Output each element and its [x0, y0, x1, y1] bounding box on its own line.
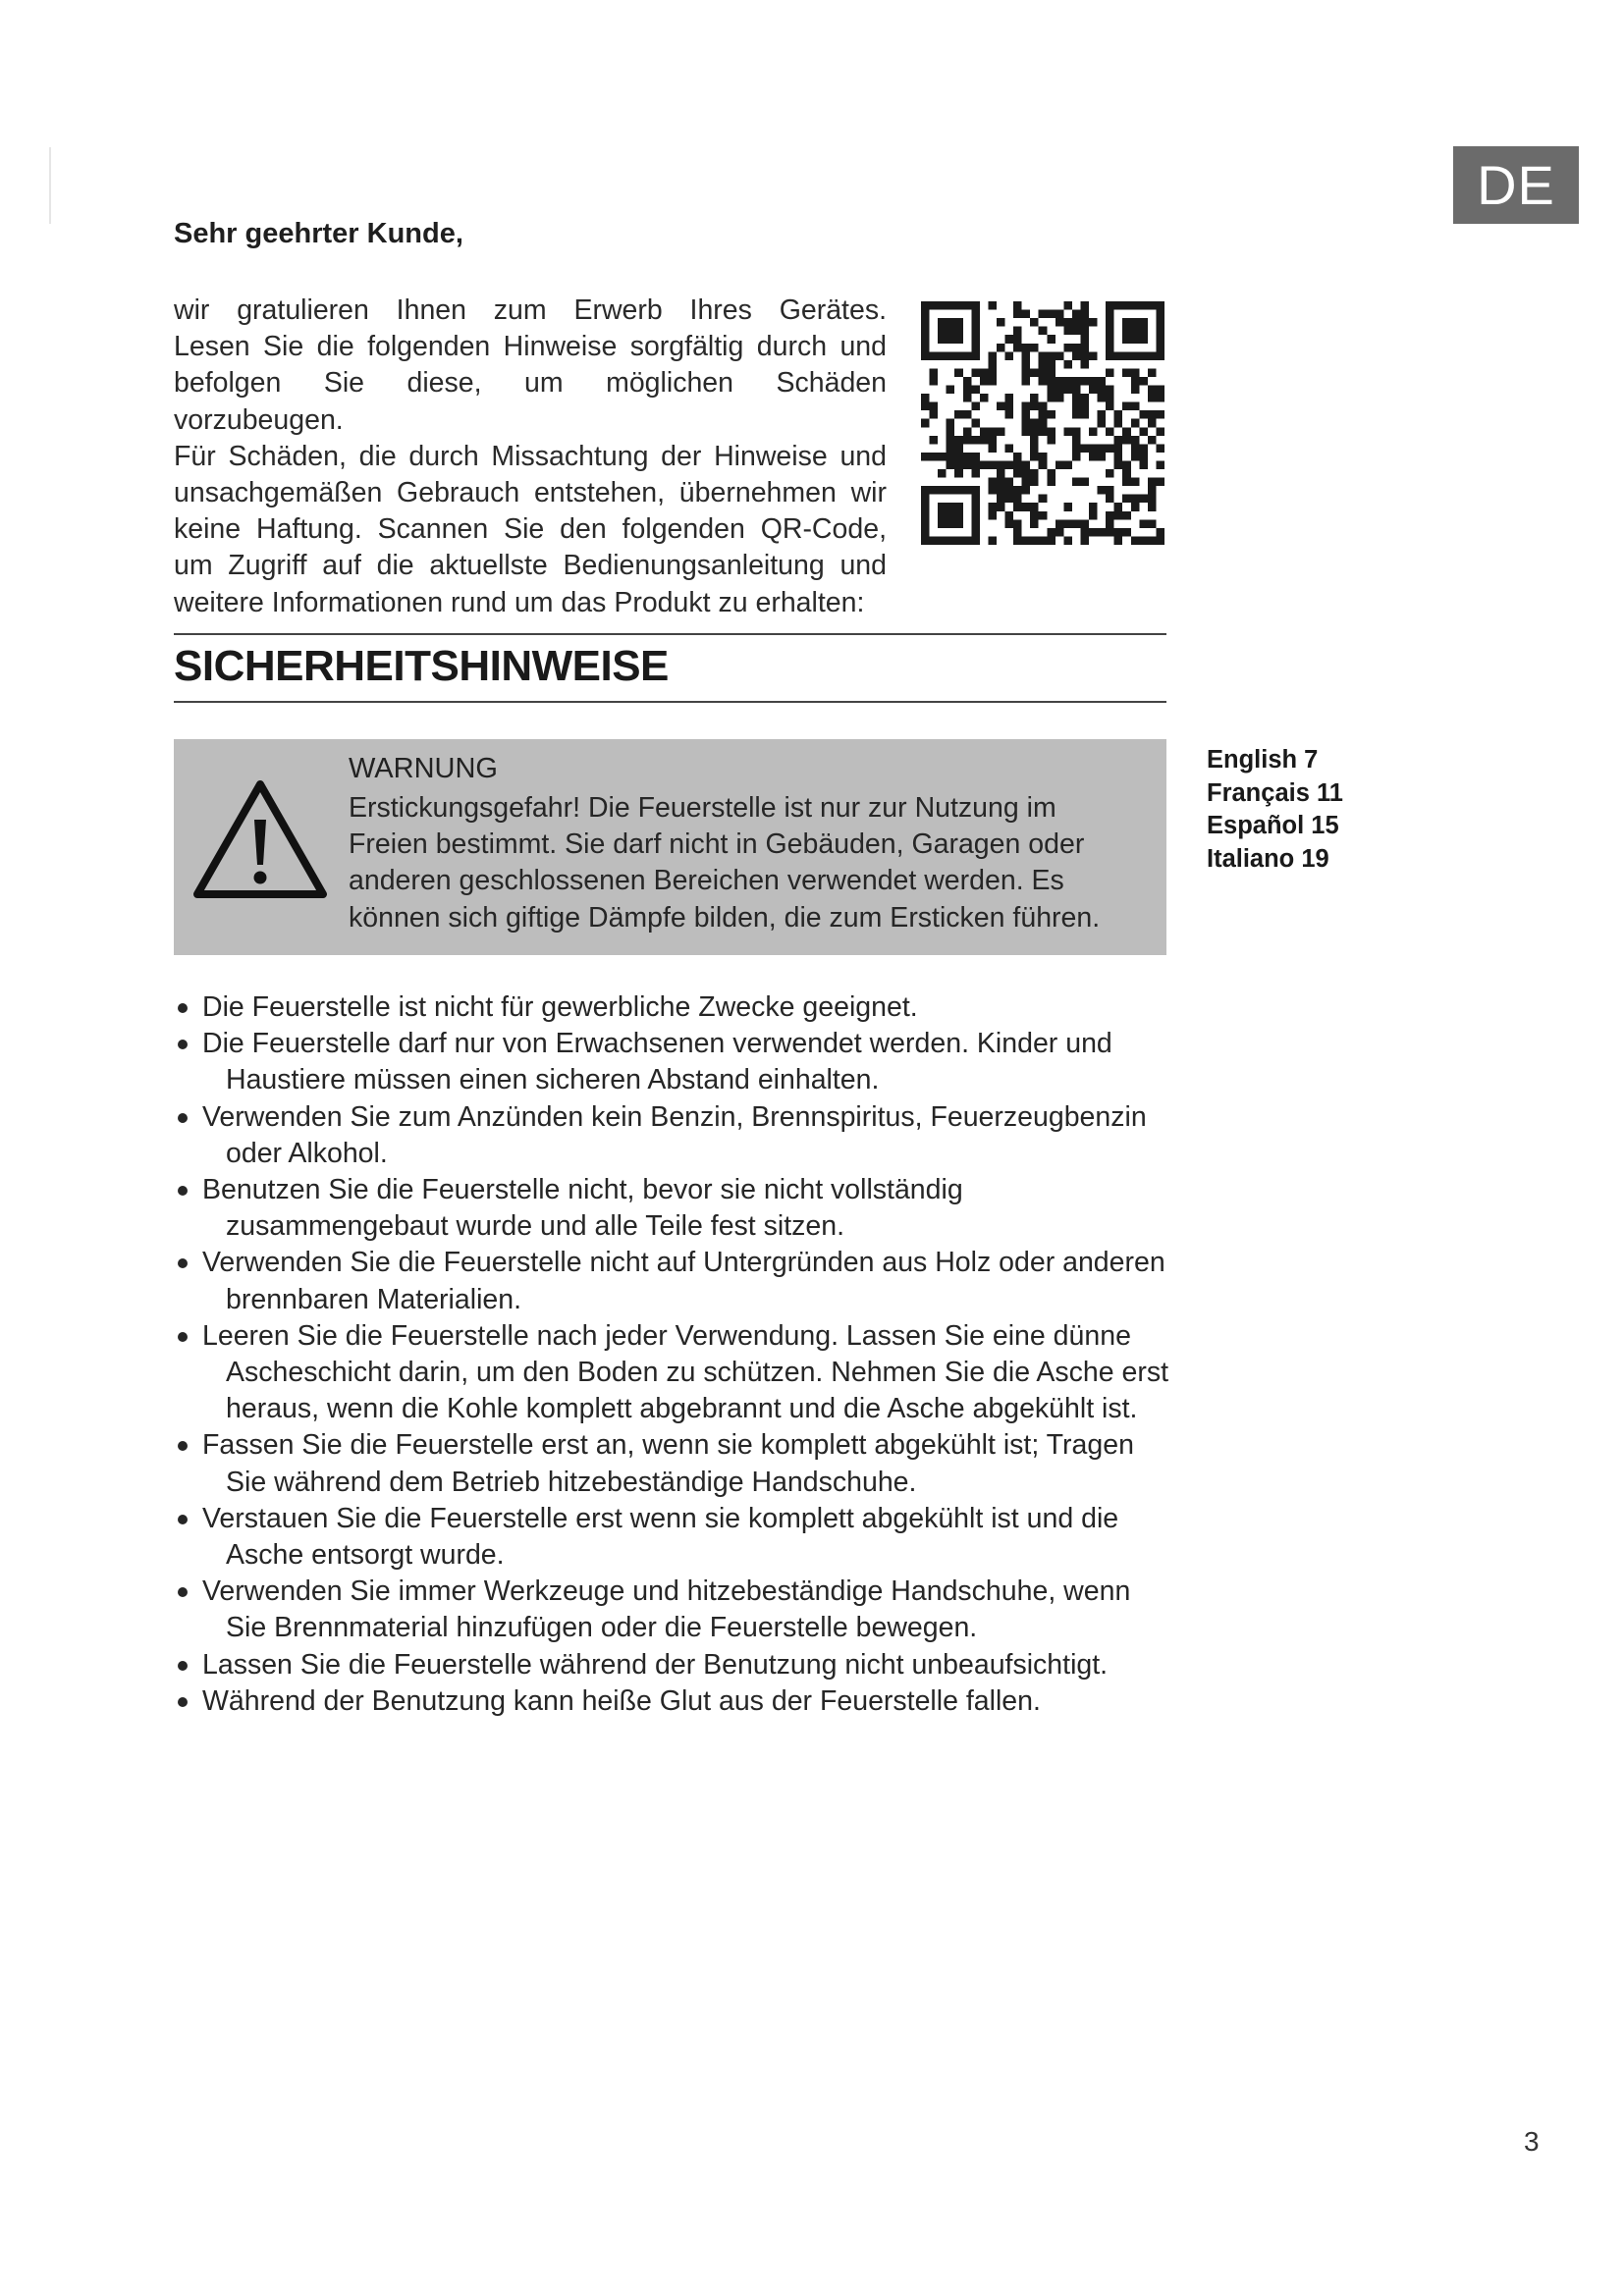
toc-item-espanol[interactable]: Español 15: [1207, 812, 1339, 839]
intro-line: keine Haftung. Scannen Sie den folgenden QR-Code,: [174, 513, 887, 546]
list-item: [174, 1172, 1175, 1245]
list-item-text: Leeren Sie die Feuerstelle nach jeder Verwendung. Lassen Sie eine dünne Ascheschicht darin, um den Boden zu schützen. Nehmen Sie die Asche erst heraus, wenn die Kohle komplett abgebrannt und die Asche abgekühlt ist.: [202, 1319, 1169, 1425]
page-number: 3: [1524, 2126, 1540, 2157]
list-item-text: Benutzen Sie die Feuerstelle nicht, bevor sie nicht vollständig zusammengebaut wurde und alle Teile fest sitzen.: [202, 1174, 963, 1243]
list-item-text: Verwenden Sie immer Werkzeuge und hitzebeständige Handschuhe, wenn Sie Brennmaterial hinzufügen oder die Feuerstelle bewegen.: [202, 1575, 1131, 1644]
intro-line: unsachgemäßen Gebrauch entstehen, übernehmen wir: [174, 477, 887, 509]
toc-item-italiano[interactable]: Italiano 19: [1207, 844, 1329, 873]
warning-line: Erstickungsgefahr! Die Feuerstelle ist nur zur Nutzung im: [349, 792, 1056, 824]
list-item-text: Verstauen Sie die Feuerstelle erst wenn sie komplett abgekühlt ist und die Asche entsorgt wurde.: [202, 1502, 1119, 1572]
section-title: SICHERHEITSHINWEISE: [174, 642, 669, 690]
list-item-text: Fassen Sie die Feuerstelle erst an, wenn sie komplett abgekühlt ist; Tragen Sie während dem Betrieb hitzebeständige Handschuhe.: [202, 1429, 1134, 1498]
toc-item-francais[interactable]: Français 11: [1207, 778, 1343, 807]
list-item-text: Die Feuerstelle darf nur von Erwachsenen verwendet werden. Kinder und Haustiere müssen einen sicheren Abstand einhalten.: [202, 1028, 1112, 1096]
warning-line: Freien bestimmt. Sie darf nicht in Gebäuden, Garagen oder: [349, 828, 1085, 861]
warning-box: [174, 739, 1166, 955]
list-item-text: Die Feuerstelle ist nicht für gewerbliche Zwecke geeignet.: [202, 991, 918, 1023]
intro-line: um Zugriff auf die aktuellste Bedienungsanleitung und: [174, 550, 887, 582]
list-item: [174, 1683, 1175, 1720]
salutation: Sehr geehrter Kunde,: [174, 218, 463, 249]
list-item: [174, 1501, 1175, 1574]
safety-list: [174, 989, 1175, 1720]
intro-line: weitere Informationen rund um das Produkt zu erhalten:: [174, 586, 865, 618]
list-item: [174, 1574, 1175, 1646]
section-divider-bottom: [174, 701, 1166, 703]
section-divider-top: [174, 633, 1166, 635]
list-item: [174, 1318, 1175, 1428]
list-item: [174, 1427, 1175, 1500]
intro-line: Lesen Sie die folgenden Hinweise sorgfältig durch und: [174, 331, 887, 363]
warning-title: WARNUNG: [349, 753, 498, 784]
language-tab: DE: [1453, 146, 1579, 224]
list-item-text: Während der Benutzung kann heiße Glut aus der Feuerstelle fallen.: [202, 1684, 1041, 1717]
warning-text: [349, 790, 1154, 936]
list-item: [174, 1245, 1175, 1317]
intro-paragraph: [174, 293, 887, 621]
list-item: [174, 1099, 1175, 1172]
list-item-text: Verwenden Sie zum Anzünden kein Benzin, Brennspiritus, Feuerzeugbenzin oder Alkohol.: [202, 1100, 1147, 1169]
list-item-text: Lassen Sie die Feuerstelle während der Benutzung nicht unbeaufsichtigt.: [202, 1648, 1109, 1681]
language-index: [1207, 744, 1343, 876]
toc-item-english[interactable]: English 7: [1207, 746, 1319, 774]
qr-code[interactable]: [921, 301, 1164, 545]
intro-line: wir gratulieren Ihnen zum Erwerb Ihres Gerätes.: [174, 294, 887, 326]
warning-line: anderen geschlossenen Bereichen verwendet werden. Es: [349, 865, 1064, 897]
list-item: [174, 1026, 1175, 1098]
intro-line: befolgen Sie diese, um möglichen Schäden vorzubeugen.: [174, 367, 887, 436]
list-item-text: Verwenden Sie die Feuerstelle nicht auf Untergründen aus Holz oder anderen brennbaren Materialien.: [202, 1247, 1165, 1315]
list-item: [174, 1647, 1175, 1683]
page-margin-rule: [49, 147, 51, 224]
warning-triangle-icon: [191, 778, 329, 900]
warning-line: können sich giftige Dämpfe bilden, die zum Ersticken führen.: [349, 901, 1101, 934]
list-item: [174, 989, 1175, 1026]
intro-line: Für Schäden, die durch Missachtung der Hinweise und: [174, 440, 887, 472]
